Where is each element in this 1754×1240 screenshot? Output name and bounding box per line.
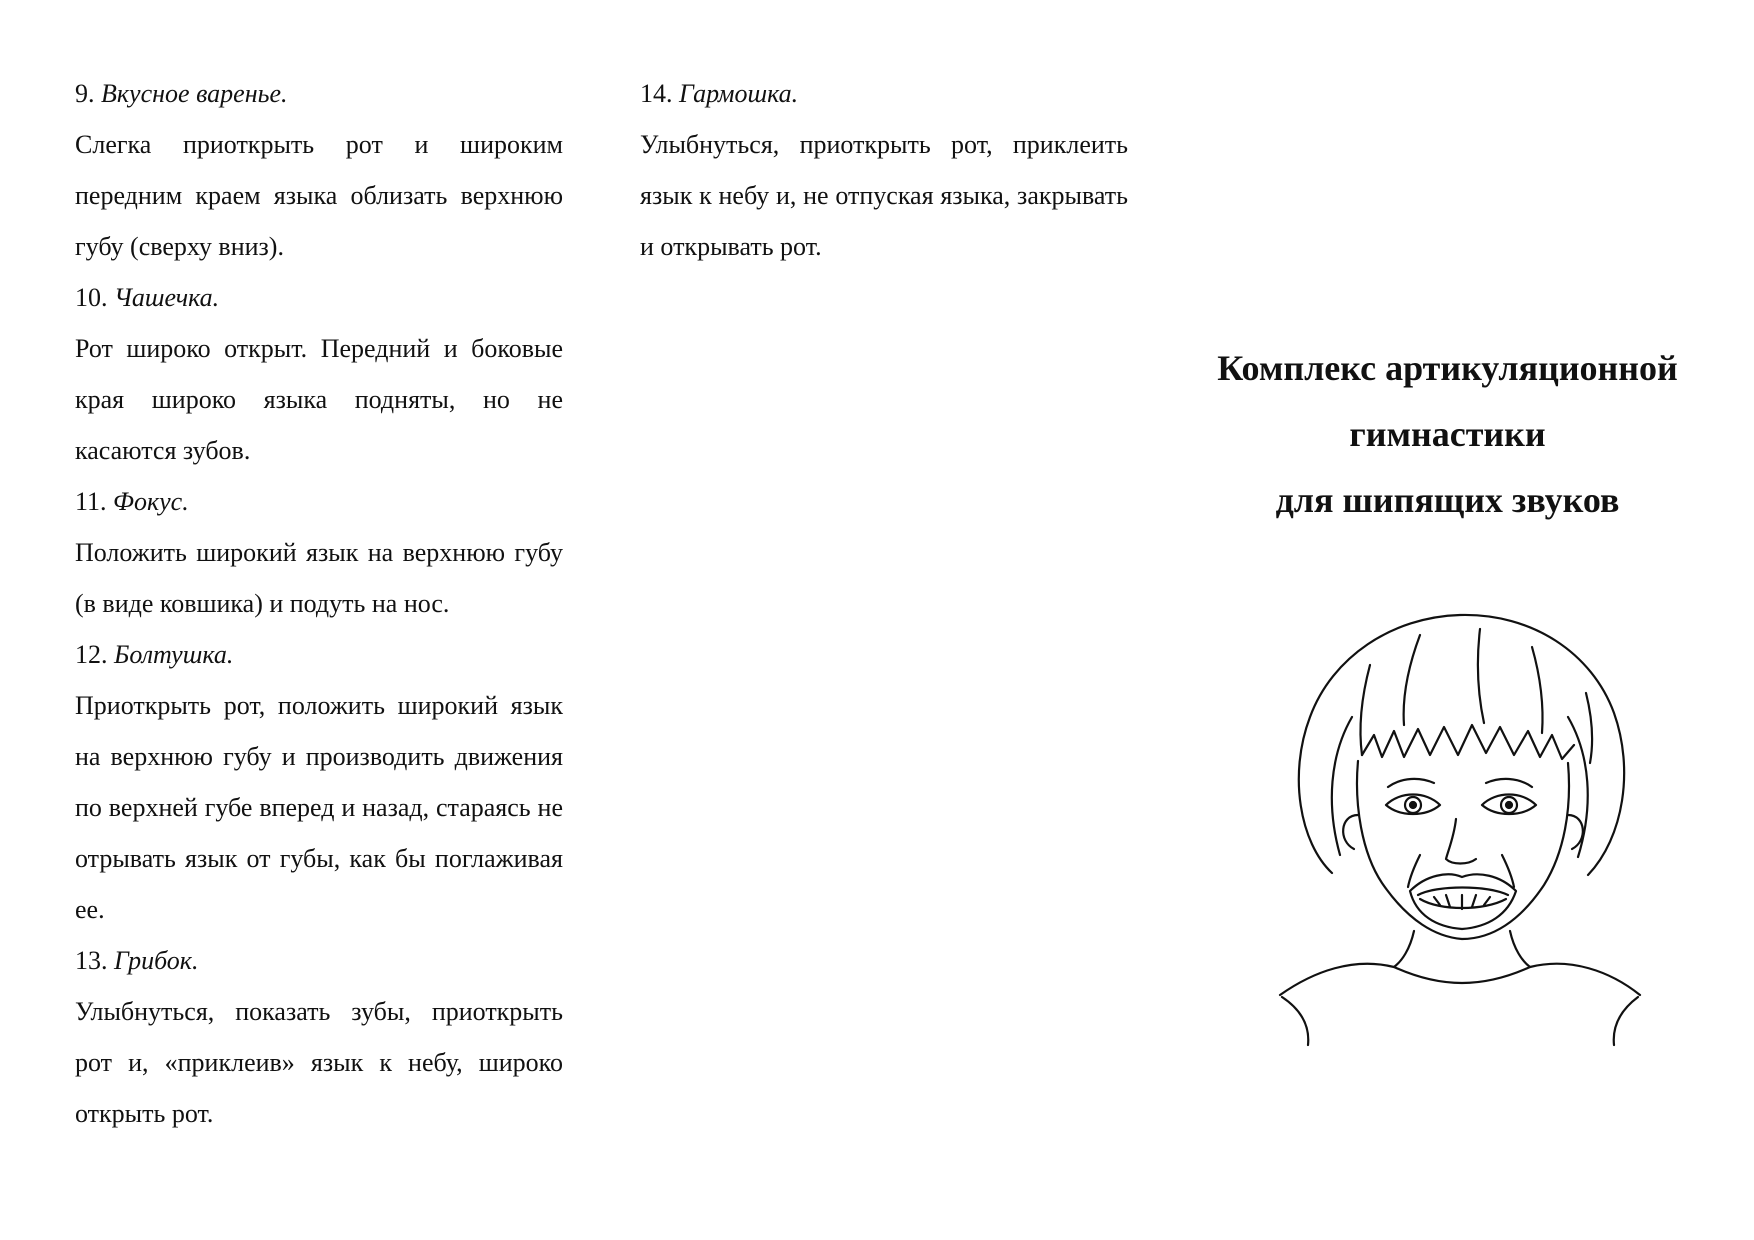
exercise-name: Вкусное варенье. (101, 79, 288, 108)
exercise-column-left (75, 68, 563, 1139)
exercise-heading (640, 68, 1128, 119)
exercise-number: 13. (75, 946, 108, 975)
cover-title-line: для шипящих звуков (1275, 480, 1620, 520)
exercise-description: Приоткрыть рот, положить широкий язык на верхнюю губу и производить движения по верхней губе вперед и назад, стараясь не отрывать язык от губы, как бы поглаживая ее. (75, 691, 563, 924)
cover-panel (1190, 335, 1705, 533)
cover-title-line: гимнастики (1349, 414, 1546, 454)
exercise-heading (75, 935, 563, 986)
exercise-heading (75, 476, 563, 527)
exercise-item (75, 935, 563, 1139)
exercise-heading (75, 629, 563, 680)
exercise-description: Улыбнуться, показать зубы, приоткрыть рот и, «приклеив» язык к небу, широко открыть рот. (75, 997, 563, 1128)
exercise-number: 10. (75, 283, 108, 312)
exercise-number: 14. (640, 79, 673, 108)
exercise-number: 9. (75, 79, 95, 108)
exercise-name: Болтушка. (114, 640, 234, 669)
exercise-number: 11. (75, 487, 107, 516)
exercise-description: Положить широкий язык на верхнюю губу (в виде ковшика) и подуть на нос. (75, 538, 563, 618)
exercise-name: Фокус. (113, 487, 189, 516)
exercise-name: Чашечка. (114, 283, 220, 312)
cover-title (1190, 335, 1705, 533)
exercise-item (75, 272, 563, 476)
exercise-description: Слегка приоткрыть рот и широким передним краем языка облизать верхнюю губу (сверху вниз). (75, 130, 563, 261)
exercise-description: Улыбнуться, приоткрыть рот, приклеить язык к небу и, не отпуская языка, закрывать и открывать рот. (640, 130, 1128, 261)
exercise-name: Грибок. (114, 946, 199, 975)
exercise-item (75, 629, 563, 935)
exercise-description: Рот широко открыт. Передний и боковые края широко языка подняты, но не касаются зубов. (75, 334, 563, 465)
exercise-number: 12. (75, 640, 108, 669)
exercise-item (75, 68, 563, 272)
cover-title-line: Комплекс артикуляционной (1217, 348, 1678, 388)
exercise-heading (75, 272, 563, 323)
exercise-item (640, 68, 1128, 272)
exercise-column-middle (640, 68, 1128, 272)
child-face-open-mouth-icon (1270, 605, 1650, 1050)
exercise-item (75, 476, 563, 629)
exercise-name: Гармошка. (679, 79, 799, 108)
exercise-heading (75, 68, 563, 119)
